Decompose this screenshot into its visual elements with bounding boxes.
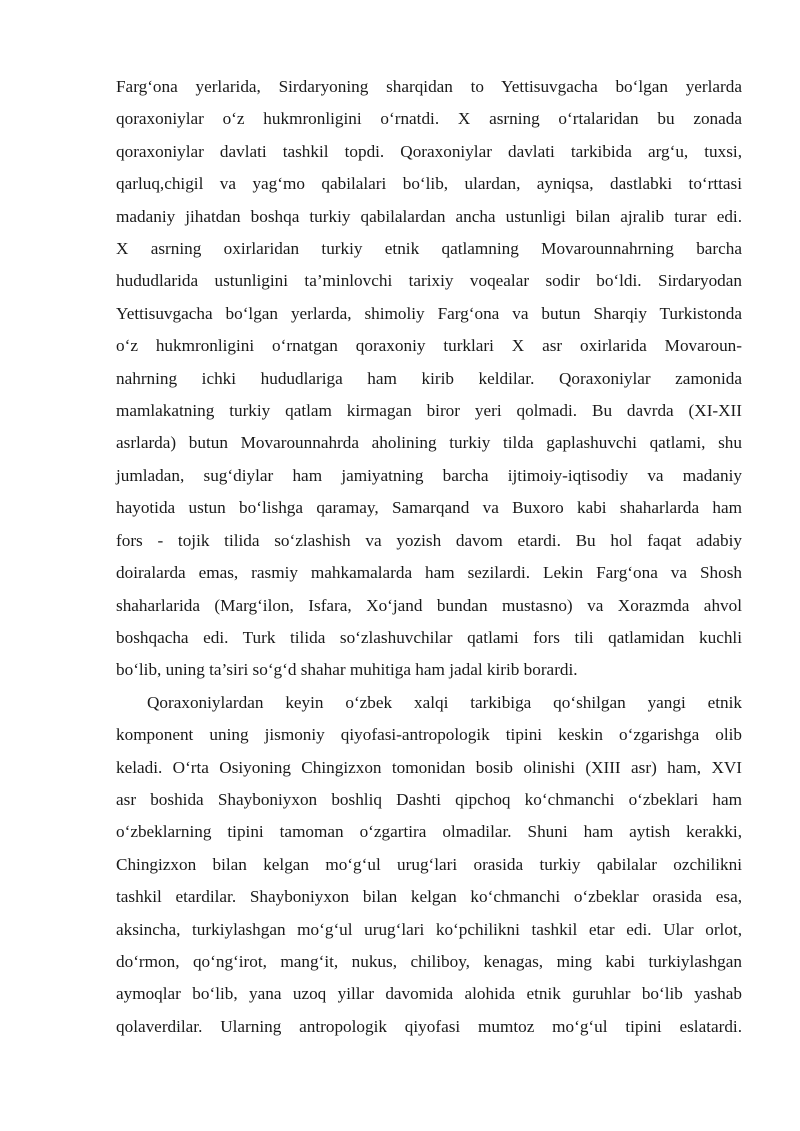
text-line: qoraxoniylar davlati tashkil topdi. Qoraxoniylar davlati tarkibida arg‘u, tuxsi, — [116, 141, 742, 161]
text-line: o‘z hukmronligini o‘rnatgan qoraxoniy turklari X asr oxirlarida Movaroun- — [116, 336, 742, 356]
text-line: aksincha, turkiylashgan mo‘g‘ul urug‘lari ko‘pchilikni tashkil etar edi. Ular orlot, — [116, 919, 742, 939]
text-line: o‘zbeklarning tipini tamoman o‘zgartira olmadilar. Shuni ham aytish kerakki, — [116, 822, 742, 842]
text-line: boshqacha edi. Turk tilida so‘zlashuvchilar qatlami fors tili qatlamidan kuchli — [116, 627, 742, 647]
text-line: hududlarida ustunligini ta’minlovchi tarixiy voqealar sodir bo‘ldi. Sirdaryodan — [116, 271, 742, 291]
text-line: Yettisuvgacha bo‘lgan yerlarda, shimoliy Farg‘ona va butun Sharqiy Turkistonda — [116, 303, 742, 323]
text-line: Qoraxoniylardan keyin o‘zbek xalqi tarkibiga qo‘shilgan yangi etnik — [147, 692, 742, 712]
text-line: mamlakatning turkiy qatlam kirmagan biror yeri qolmadi. Bu davrda (XI-XII — [116, 401, 742, 421]
text-line: keladi. O‘rta Osiyoning Chingizxon tomonidan bosib olinishi (XIII asr) ham, XVI — [116, 757, 742, 777]
text-line: tashkil etardilar. Shayboniyxon bilan kelgan ko‘chmanchi o‘zbeklar orasida esa, — [116, 887, 742, 907]
text-line: hayotida ustun bo‘lishga qaramay, Samarqand va Buxoro kabi shaharlarda ham — [116, 498, 742, 518]
text-line: madaniy jihatdan boshqa turkiy qabilalardan ancha ustunligi bilan ajralib turar edi. — [116, 206, 742, 226]
text-line: asrlarda) butun Movarounnahrda aholining turkiy tilda gaplashuvchi qatlami, shu — [116, 433, 742, 453]
text-line: komponent uning jismoniy qiyofasi-antropologik tipini keskin o‘zgarishga olib — [116, 725, 742, 745]
text-line: doiralarda emas, rasmiy mahkamalarda ham sezilardi. Lekin Farg‘ona va Shosh — [116, 563, 742, 583]
text-line: shaharlarida (Marg‘ilon, Isfara, Xo‘jand bundan mustasno) va Xorazmda ahvol — [116, 595, 742, 615]
text-line: jumladan, sug‘diylar ham jamiyatning barcha ijtimoiy-iqtisodiy va madaniy — [116, 465, 742, 485]
text-line: qolaverdilar. Ularning antropologik qiyofasi mumtoz mo‘g‘ul tipini eslatardi. — [116, 1016, 742, 1036]
text-line: fors - tojik tilida so‘zlashish va yozish davom etardi. Bu hol faqat adabiy — [116, 530, 742, 550]
body-text — [116, 71, 742, 1043]
text-line: Chingizxon bilan kelgan mo‘g‘ul urug‘lari orasida turkiy qabilalar ozchilikni — [116, 854, 742, 874]
text-line: qarluq,chigil va yag‘mo qabilalari bo‘lib, ulardan, ayniqsa, dastlabki to‘rttasi — [116, 174, 742, 194]
text-line: qoraxoniylar o‘z hukmronligini o‘rnatdi. X asrning o‘rtalaridan bu zonada — [116, 109, 742, 129]
text-line: nahrning ichki hududlariga ham kirib keldilar. Qoraxoniylar zamonida — [116, 368, 742, 388]
paragraph-1 — [116, 71, 742, 687]
paragraph-2 — [116, 687, 742, 1043]
text-line: do‘rmon, qo‘ng‘irot, mang‘it, nukus, chiliboy, kenagas, ming kabi turkiylashgan — [116, 951, 742, 971]
text-line: asr boshida Shayboniyxon boshliq Dashti qipchoq ko‘chmanchi o‘zbeklari ham — [116, 789, 742, 809]
text-line: X asrning oxirlaridan turkiy etnik qatlamning Movarounnahrning barcha — [116, 239, 742, 259]
text-line: aymoqlar bo‘lib, yana uzoq yillar davomida alohida etnik guruhlar bo‘lib yashab — [116, 984, 742, 1004]
text-line: bo‘lib, uning ta’siri so‘g‘d shahar muhitiga ham jadal kirib borardi. — [116, 660, 578, 680]
text-line: Farg‘ona yerlarida, Sirdaryoning sharqidan to Yettisuvgacha bo‘lgan yerlarda — [116, 77, 742, 96]
